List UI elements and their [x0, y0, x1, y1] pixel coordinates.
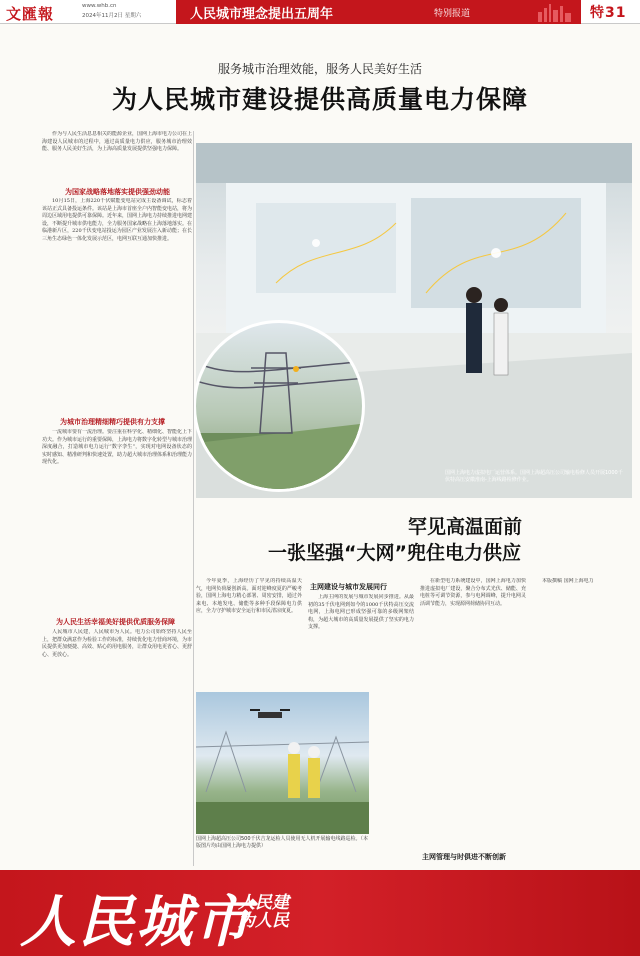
banner-subtitle: 特别报道	[434, 9, 471, 19]
footer-banner	[0, 870, 640, 956]
drone-photo-caption: 国网上海超高压公司500千伏吉龙运检人员使用无人机开展输电线路巡检。（本版图片均由国网上海电力提供）	[196, 836, 369, 849]
feature-text-1: 今年夏季，上海经历了罕见的持续高温天气，电网负荷屡创新高。面对迎峰度夏的严峻考验，国网上海电力精心部署、周密安排，通过外来电、本地发电、储能等多种手段保障电力供应，全力守护城市安全运行和市民清凉度夏。	[196, 578, 302, 614]
page-number: 特31	[590, 5, 627, 21]
section-text-1: 10月15日，上海220千伏赋能变电站完成主设备调试，标志着该站正式具备投运条件。该站是上海市首座全户内智能变电站，将为周边区域用电提供可靠保障。近年来，国网上海电力持续推进电网建设，不断提升城市供电能力，全力服务国家战略在上海落地落实。在临港新片区，220千伏变电站投运为园区产业发展注入新动能；在长三角生态绿色一体化发展示范区，电网互联互通加快推进。	[42, 198, 192, 242]
drone-icon	[250, 709, 290, 718]
feature-text-2: 上海主网的发展与城市发展同步推进。从最初的35千伏电网到如今的1000千伏特高压交流电网，上海电网已形成坚强可靠的多级网架结构，为超大城市的高质量发展提供了坚实的电力支撑。	[308, 594, 414, 630]
footer-slogan: 人民城市	[20, 890, 252, 955]
feature-title-line-1: 罕见高温面前	[408, 516, 523, 538]
footer-slogan-small	[238, 894, 289, 930]
workers	[288, 742, 320, 798]
footer-slogan-line-2: 为人民	[238, 911, 289, 931]
kicker: 服务城市治理效能，服务人民美好生活	[217, 62, 422, 76]
special-report-banner	[176, 0, 581, 24]
footer-slogan-line-1: 人民建	[238, 893, 289, 913]
section-title-2: 为城市治理精细精巧提供有力支撑	[60, 418, 165, 426]
feature-subhead-1: 主网建设与城市发展同行	[310, 583, 387, 591]
drone-scene	[196, 692, 369, 834]
drone-inspection-photo	[196, 692, 369, 834]
newspaper-logo: 文匯報	[6, 5, 55, 23]
section-title-1: 为国家战略落地落实提供强劲动能	[65, 188, 170, 196]
site-url: www.whb.cn	[82, 3, 117, 9]
transmission-line-photo	[193, 320, 365, 492]
section-text-2: 一流城市要有一流治理。要注重在科学化、精细化、智能化上下功夫。作为城市运行的重要保障，上海电力将数字化转型与城市治理深度融合，打造城市电力运行“数字孪生”，实现对电网设备状态的实时感知、精准研判和快速处置，助力超大城市治理体系和治理能力现代化。	[42, 429, 192, 465]
power-tower-scene	[196, 323, 365, 492]
section-title-3: 为人民生活幸福美好提供优质服务保障	[56, 618, 175, 626]
headline: 为人民城市建设提供高质量电力保障	[111, 85, 528, 114]
lead-paragraph: 作为与人民生活息息相关的能源企业，国网上海市电力公司在上海建设人民城市的过程中，通过高质量电力供应，服务城市治理效能、服务人民美好生活，为上海高质量发展提供坚强电力保障。	[42, 131, 192, 152]
skyline-icon	[536, 2, 576, 22]
masthead	[0, 0, 640, 24]
feature-text-3: 在新型电力系统建设中，国网上海电力加快推进虚拟电厂建设，聚合分布式光伏、储能、充电桩等可调节资源，参与电网调峰，提升电网灵活调节能力，实现源网荷储协同互动。	[420, 578, 526, 607]
feature-subhead-2: 主网管理与时俱进不断创新	[422, 853, 506, 861]
feature-text-4: 本版撰稿 国网上海电力	[542, 578, 594, 584]
section-text-3: 人民城市人民建，人民城市为人民。电力公司始终坚持人民至上，把群众满意作为检验工作的标准，持续优化电力营商环境，为市民提供更加便捷、高效、贴心的用电服务，让群众用电更省心、更舒心、更放心。	[42, 629, 192, 658]
issue-date: 2024年11月2日 星期六	[82, 13, 142, 19]
main-photo-caption: 国网上海电力虚拟电厂运营体系。国网上海超高压公司输电检修人员开展1000千伏特高压安徽淮南-上海线路检修作业。	[445, 470, 623, 483]
feature-title-line-2: 一张坚强“大网”兜住电力供应	[268, 542, 521, 564]
column-rule	[193, 131, 194, 866]
banner-title: 人民城市理念提出五周年	[190, 7, 334, 22]
